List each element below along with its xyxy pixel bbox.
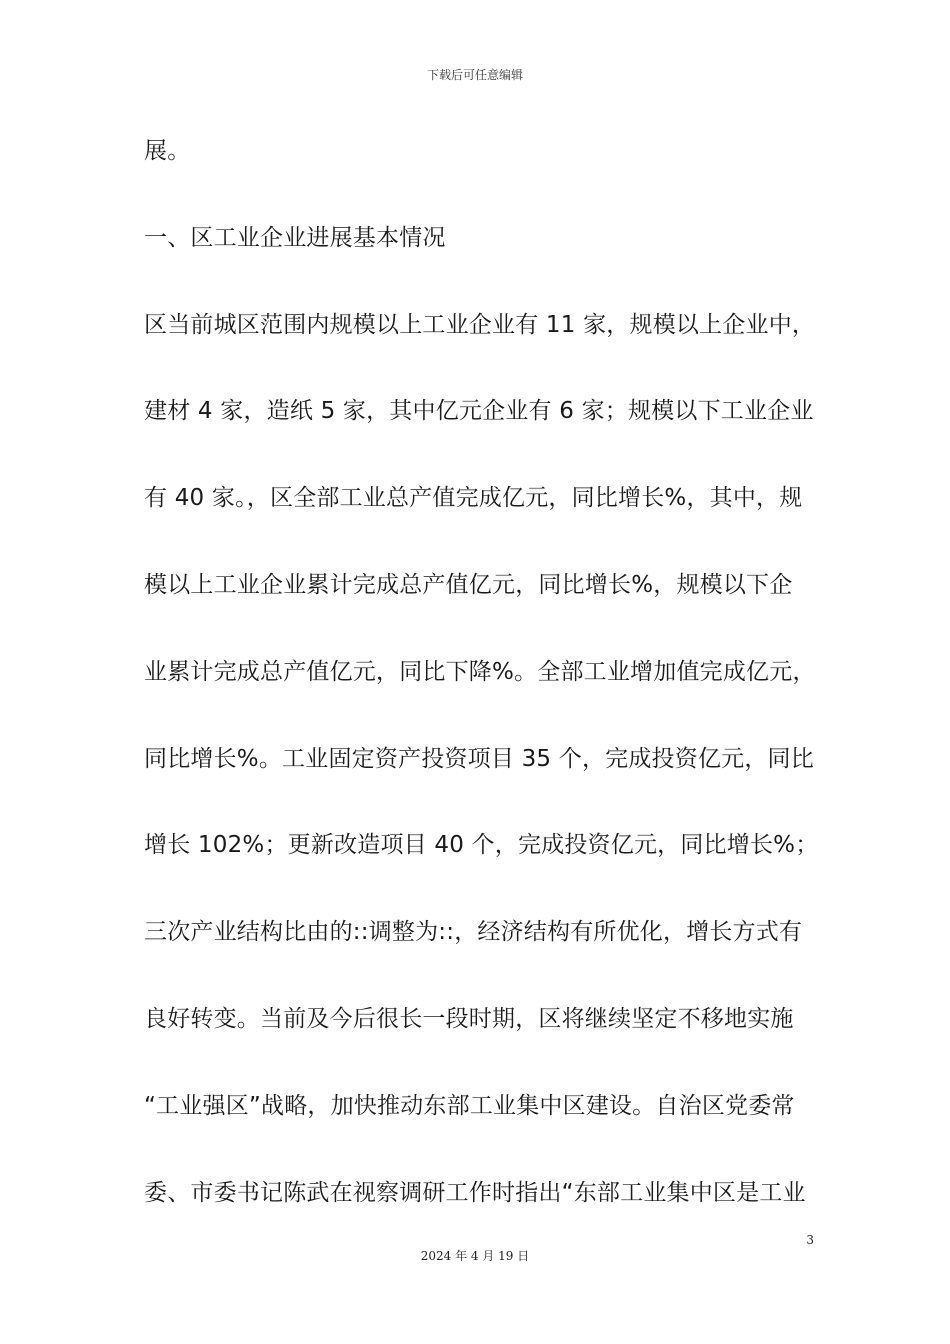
- page-footer-date: 2024 年 4 月 19 日: [420, 1249, 530, 1263]
- text-line: 模以上工业企业累计完成总产值亿元，同比增长%，规模以下企: [144, 571, 793, 598]
- text-line: 业累计完成总产值亿元，同比下降%。全部工业增加值完成亿元，: [144, 658, 816, 685]
- text-line: 展。: [144, 138, 191, 164]
- text-line: 三次产业结构比由的::调整为::，经济结构有所优化，增长方式有: [144, 919, 803, 946]
- text-line: 增长 102%；更新改造项目 40 个，完成投资亿元，同比增长%；: [144, 832, 819, 859]
- text-line: 有 40 家。，区全部工业总产值完成亿元，同比增长%，其中，规: [144, 485, 803, 512]
- document-body: [144, 128, 824, 1256]
- text-line: 建材 4 家，造纸 5 家，其中亿元企业有 6 家；规模以下工业企业: [144, 398, 814, 425]
- text-line: 委、市委书记陈武在视察调研工作时指出“东部工业集中区是工业: [144, 1179, 806, 1206]
- text-line: 良好转变。当前及今后很长一段时期，区将继续坚定不移地实施: [144, 1005, 794, 1032]
- section-heading: 一、区工业企业进展基本情况: [144, 224, 446, 251]
- page-number: 3: [806, 1233, 814, 1247]
- text-line: 区当前城区范围内规模以上工业企业有 11 家，规模以上企业中，: [144, 311, 816, 338]
- page-header: 下载后可任意编辑: [426, 68, 523, 82]
- text-line: 同比增长%。工业固定资产投资项目 35 个，完成投资亿元，同比: [144, 745, 814, 772]
- text-line: “工业强区”战略，加快推动东部工业集中区建设。自治区党委常: [144, 1092, 795, 1119]
